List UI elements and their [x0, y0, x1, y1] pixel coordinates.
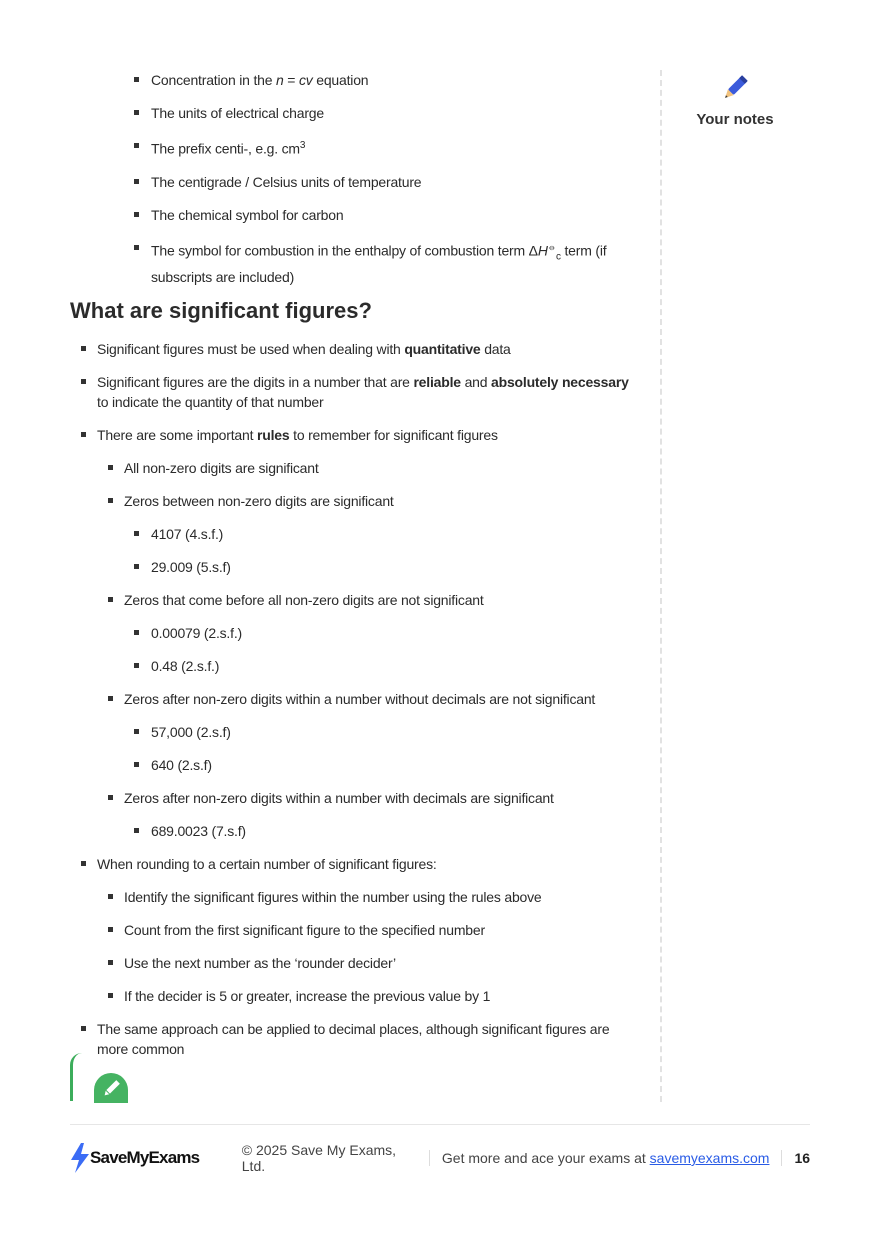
- text-run: Concentration in the: [151, 72, 276, 88]
- text-run: When rounding to a certain number of significant figures:: [97, 856, 437, 873]
- list-item: [70, 953, 640, 973]
- list-item: [70, 238, 640, 287]
- bullet-icon: [134, 762, 139, 767]
- text-run: c: [555, 251, 561, 263]
- pencil-icon: [94, 1073, 128, 1103]
- website-link[interactable]: savemyexams.com: [649, 1150, 770, 1166]
- bullet-icon: [108, 597, 113, 602]
- text-run: 3: [299, 140, 306, 151]
- list-item: [70, 136, 640, 159]
- text-run: Use the next number as the ‘rounder decider’: [124, 955, 396, 972]
- list-item: [70, 656, 640, 676]
- bullet-list-continued: [70, 70, 640, 287]
- list-item: [70, 70, 640, 90]
- tip-border: [70, 1053, 87, 1101]
- list-item: [70, 458, 640, 478]
- text-run: Count from the first significant figure to the specified number: [124, 922, 485, 939]
- text-run: data: [480, 341, 511, 358]
- list-item: [70, 172, 640, 192]
- text-run: term (if subscripts are included): [151, 242, 607, 286]
- text-run: and: [460, 374, 492, 391]
- bullet-icon: [134, 143, 139, 148]
- text-run: cv: [298, 72, 313, 88]
- bullet-icon: [108, 927, 113, 932]
- bold-text: reliable: [413, 374, 461, 391]
- list-item: [70, 372, 640, 412]
- list-item: [70, 425, 640, 445]
- bullet-icon: [134, 531, 139, 536]
- text-run: 57,000 (2.s.f): [151, 724, 231, 741]
- bullet-icon: [81, 346, 86, 351]
- text-run: The units of electrical charge: [151, 105, 324, 121]
- text-run: If the decider is 5 or greater, increase the previous value by 1: [124, 988, 491, 1005]
- text-run: Identify the significant figures within the number using the rules above: [124, 889, 542, 906]
- list-item: [70, 689, 640, 709]
- bullet-icon: [134, 245, 139, 250]
- text-run: n: [276, 72, 284, 88]
- list-item: [70, 821, 640, 841]
- tip-badge: [94, 1073, 128, 1103]
- bold-text: quantitative: [404, 341, 481, 358]
- footer-separator: [781, 1150, 782, 1166]
- text-run: Zeros after non-zero digits within a number with decimals are significant: [124, 790, 554, 807]
- bullet-icon: [134, 564, 139, 569]
- text-run: The chemical symbol for carbon: [151, 206, 344, 223]
- list-item: [70, 1019, 640, 1059]
- text-run: The centigrade / Celsius units of temperature: [151, 173, 422, 190]
- bullet-icon: [134, 630, 139, 635]
- bullet-icon: [134, 179, 139, 184]
- footer: [70, 1143, 810, 1173]
- bullet-icon: [108, 498, 113, 503]
- bullet-icon: [108, 696, 113, 701]
- text-run: Zeros that come before all non-zero digits are not significant: [124, 592, 484, 609]
- text-run: 29.009 (5.s.f): [151, 559, 231, 576]
- text-run: The symbol for combustion in the enthalpy of combustion term Δ: [151, 242, 538, 259]
- list-item: [70, 491, 640, 511]
- list-item: [70, 103, 640, 123]
- page-number: 16: [794, 1150, 811, 1166]
- footer-divider: [70, 1124, 810, 1125]
- text-run: All non-zero digits are significant: [124, 460, 319, 477]
- list-item: [70, 623, 640, 643]
- brand-name: SaveMyExams: [90, 1148, 200, 1167]
- text-run: to indicate the quantity of that number: [97, 394, 324, 411]
- text-run: There are some important: [97, 427, 257, 444]
- text-run: Zeros after non-zero digits within a number without decimals are not significant: [124, 691, 596, 708]
- bullet-icon: [134, 110, 139, 115]
- list-item: [70, 722, 640, 742]
- bold-text: absolutely necessary: [491, 374, 629, 391]
- list-item: [70, 524, 640, 544]
- cta-text: Get more and ace your exams at: [441, 1150, 650, 1166]
- bullet-icon: [81, 861, 86, 866]
- bullet-icon: [108, 894, 113, 899]
- list-item: [70, 755, 640, 775]
- list-item: [70, 788, 640, 808]
- text-run: H: [537, 242, 548, 259]
- text-run: =: [283, 72, 299, 88]
- list-item: [70, 887, 640, 907]
- text-run: The prefix centi-, e.g. cm: [151, 140, 300, 157]
- text-run: equation: [312, 72, 369, 88]
- text-run: Zeros between non-zero digits are significant: [124, 493, 394, 510]
- bullet-icon: [134, 77, 139, 82]
- your-notes-label: Your notes: [696, 111, 774, 128]
- text-run: ⦵: [547, 241, 556, 253]
- bullet-icon: [81, 379, 86, 384]
- text-run: The same approach can be applied to decimal places, although significant figures are more common: [97, 1021, 610, 1058]
- pencil-icon: [719, 72, 751, 104]
- brand-logo[interactable]: [70, 1143, 242, 1173]
- text-run: 4107 (4.s.f.): [151, 526, 224, 543]
- list-item: [70, 590, 640, 610]
- list-item: [70, 920, 640, 940]
- copyright: © 2025 Save My Exams, Ltd.: [241, 1142, 397, 1174]
- text-run: 0.00079 (2.s.f.): [151, 625, 242, 642]
- text-run: Significant figures are the digits in a number that are: [97, 374, 414, 391]
- bullet-icon: [134, 212, 139, 217]
- lightning-bolt-icon: [70, 1143, 90, 1173]
- text-run: 0.48 (2.s.f.): [151, 658, 220, 675]
- section-heading: What are significant figures?: [70, 298, 372, 324]
- bullet-icon: [134, 729, 139, 734]
- bullet-icon: [108, 993, 113, 998]
- list-item: [70, 339, 640, 359]
- exam-tip-box: [70, 1053, 130, 1103]
- footer-separator: [429, 1150, 430, 1166]
- bullet-icon: [108, 465, 113, 470]
- bullet-icon: [134, 663, 139, 668]
- bold-text: rules: [256, 427, 290, 444]
- text-run: Significant figures must be used when dealing with: [97, 341, 405, 358]
- text-run: 689.0023 (7.s.f): [151, 823, 246, 840]
- text-run: to remember for significant figures: [289, 427, 498, 444]
- notes-divider: [660, 70, 662, 1102]
- bullet-icon: [108, 795, 113, 800]
- bullet-list: [70, 339, 640, 1059]
- your-notes: [690, 72, 780, 128]
- list-item: [70, 854, 640, 874]
- bullet-icon: [108, 960, 113, 965]
- list-item: [70, 986, 640, 1006]
- bullet-icon: [81, 432, 86, 437]
- list-item: [70, 557, 640, 577]
- bullet-icon: [134, 828, 139, 833]
- bullet-icon: [81, 1026, 86, 1031]
- text-run: 640 (2.s.f): [151, 757, 212, 774]
- main-content: [70, 70, 640, 1072]
- list-item: [70, 205, 640, 225]
